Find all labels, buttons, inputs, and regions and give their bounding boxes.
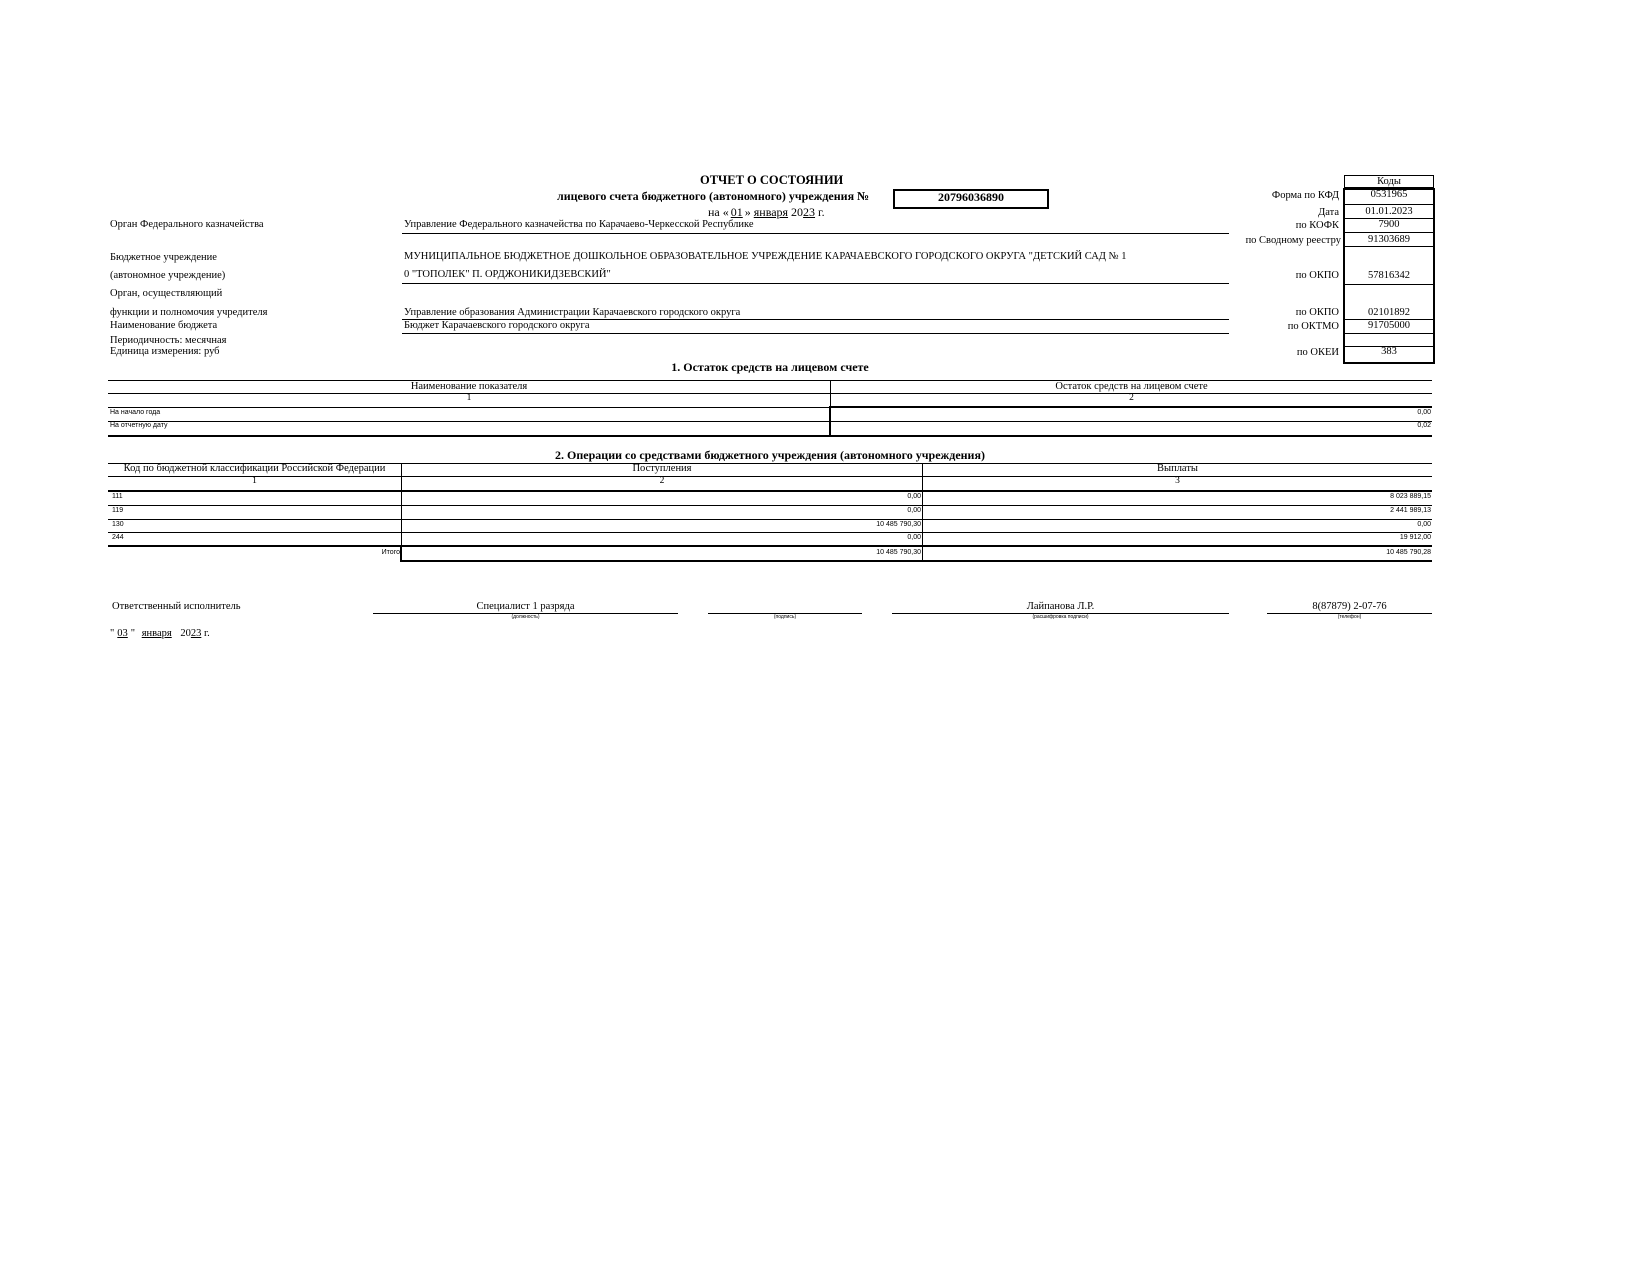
code-label-okpo-2: по ОКПО xyxy=(1295,307,1339,318)
section1-col1-header: Наименование показателя xyxy=(410,381,528,392)
section2-col1-num: 1 xyxy=(252,476,257,486)
sig-date-day: 03 xyxy=(117,628,128,639)
founder-label-1: Орган, осуществляющий xyxy=(110,288,223,299)
institution-value-1: МУНИЦИПАЛЬНОЕ БЮДЖЕТНОЕ ДОШКОЛЬНОЕ ОБРАЗОВАТЕЛЬНОЕ УЧРЕЖДЕНИЕ КАРАЧАЕВСКОГО ГОРОДСКОГО ОКРУГА "ДЕТСКИЙ САД № 1 xyxy=(404,251,1127,262)
founder-label-2: функции и полномочия учредителя xyxy=(110,307,268,318)
caption-position: (должность) xyxy=(511,614,540,620)
section2-col3-num: 3 xyxy=(1175,476,1180,486)
code-value-registry: 91303689 xyxy=(1368,234,1410,245)
code-label-oktmo: по ОКТМО xyxy=(1287,321,1339,332)
section2-row-income: 0,00 xyxy=(907,493,921,500)
section2-row-code: 119 xyxy=(112,507,124,514)
period-label: Периодичность: месячная xyxy=(110,335,227,346)
signature-name: Лайпанова Л.Р. xyxy=(1026,601,1095,612)
budget-label: Наименование бюджета xyxy=(110,320,218,331)
code-label-kofk: по КОФК xyxy=(1295,220,1339,231)
date-prefix: на « xyxy=(708,205,729,219)
treasury-label: Орган Федерального казначейства xyxy=(110,219,264,230)
section2-col1-header: Код по бюджетной классификации Российской Федерации xyxy=(123,463,386,474)
section1-row-name: На начало года xyxy=(110,409,161,416)
sig-date-year: 23 xyxy=(190,628,202,639)
code-label-okpo-1: по ОКПО xyxy=(1295,270,1339,281)
sig-date-q1: " xyxy=(110,628,115,639)
section2-row-payments: 8 023 889,15 xyxy=(1390,493,1431,500)
date-day: 01 xyxy=(730,205,743,219)
code-value-okpo-1: 57816342 xyxy=(1368,270,1410,281)
section2-row-payments: 0,00 xyxy=(1417,521,1431,528)
code-value-okei: 383 xyxy=(1381,347,1397,357)
founder-value: Управление образования Администрации Карачаевского городского округа xyxy=(404,307,741,318)
code-value-kofk: 7900 xyxy=(1378,219,1400,230)
section2-row-payments: 2 441 989,13 xyxy=(1390,507,1431,514)
section2-row-code: 130 xyxy=(112,521,124,528)
section1-title: 1. Остаток средств на лицевом счете xyxy=(671,360,869,374)
code-value-oktmo: 91705000 xyxy=(1368,320,1410,331)
report-date xyxy=(708,205,825,220)
report-title: ОТЧЕТ О СОСТОЯНИИ xyxy=(700,174,844,187)
codes-header: Коды xyxy=(1344,175,1434,188)
date-suffix: г. xyxy=(818,205,825,219)
section1-row-name: На отчетную дату xyxy=(110,422,168,429)
section2-row-income: 10 485 790,30 xyxy=(876,521,921,528)
date-year-prefix: 20 xyxy=(791,205,804,219)
code-label-date: Дата xyxy=(1318,207,1339,218)
unit-label: Единица измерения: руб xyxy=(110,346,220,357)
account-number: 20796036890 xyxy=(938,190,1004,204)
caption-signature: (подпись) xyxy=(773,614,797,620)
section2-row-income: 0,00 xyxy=(907,507,921,514)
section2-total-income: 10 485 790,30 xyxy=(876,549,921,556)
section1-col1-num: 1 xyxy=(466,393,472,403)
budget-value: Бюджет Карачаевского городского округа xyxy=(404,320,590,331)
account-number-box xyxy=(893,189,1049,209)
signature-label: Ответственный исполнитель xyxy=(112,601,241,612)
signature-phone: 8(87879) 2-07-76 xyxy=(1312,601,1387,612)
section1-col2-num: 2 xyxy=(1129,393,1134,403)
date-mid: » xyxy=(744,205,751,219)
section2-total-payments: 10 485 790,28 xyxy=(1386,549,1431,556)
sig-date-year-prefix: 20 xyxy=(180,628,191,639)
code-label-registry: по Сводному реестру xyxy=(1245,235,1341,246)
section2-row-code: 111 xyxy=(112,493,123,500)
section2-total-label: Итого xyxy=(381,549,400,556)
section2-row-payments: 19 912,00 xyxy=(1399,534,1431,541)
institution-label-1: Бюджетное учреждение xyxy=(110,252,217,263)
code-value-date: 01.01.2023 xyxy=(1365,206,1413,217)
sig-date-q2: " xyxy=(130,628,136,639)
section1-col2-header: Остаток средств на лицевом счете xyxy=(1055,381,1208,392)
section2-col3-header: Выплаты xyxy=(1157,463,1198,474)
signature-position: Специалист 1 разряда xyxy=(476,601,575,612)
section2-row-income: 0,00 xyxy=(907,534,921,541)
report-subtitle: лицевого счета бюджетного (автономного) учреждения № xyxy=(557,189,870,203)
date-month: января xyxy=(753,205,789,219)
date-year: 23 xyxy=(803,205,816,219)
sig-date-month: января xyxy=(141,628,172,639)
institution-label-2: (автономное учреждение) xyxy=(110,270,226,281)
section1-row-value: 0,00 xyxy=(1417,409,1431,416)
treasury-value: Управление Федерального казначейства по Карачаево-Черкесской Республике xyxy=(404,219,754,230)
section2-row-code: 244 xyxy=(112,534,124,541)
section2-title: 2. Операции со средствами бюджетного учреждения (автономного учреждения) xyxy=(555,448,985,462)
code-value-okpo-2: 02101892 xyxy=(1368,307,1410,318)
code-label-okei: по ОКЕИ xyxy=(1296,347,1339,357)
code-value-kfd: 0531965 xyxy=(1370,189,1408,200)
sig-date-suffix: г. xyxy=(203,628,210,639)
code-label-kfd: Форма по КФД xyxy=(1271,190,1339,201)
caption-name: (расшифровка подписи) xyxy=(1032,614,1089,620)
institution-value-2: 0 "ТОПОЛЕК" П. ОРДЖОНИКИДЗЕВСКИЙ" xyxy=(404,269,611,280)
caption-phone: (телефон) xyxy=(1337,614,1362,620)
signature-date xyxy=(110,628,210,639)
section2-col2-num: 2 xyxy=(659,476,665,486)
section1-row-value: 0,02 xyxy=(1417,422,1431,429)
section2-col2-header: Поступления xyxy=(632,463,692,474)
